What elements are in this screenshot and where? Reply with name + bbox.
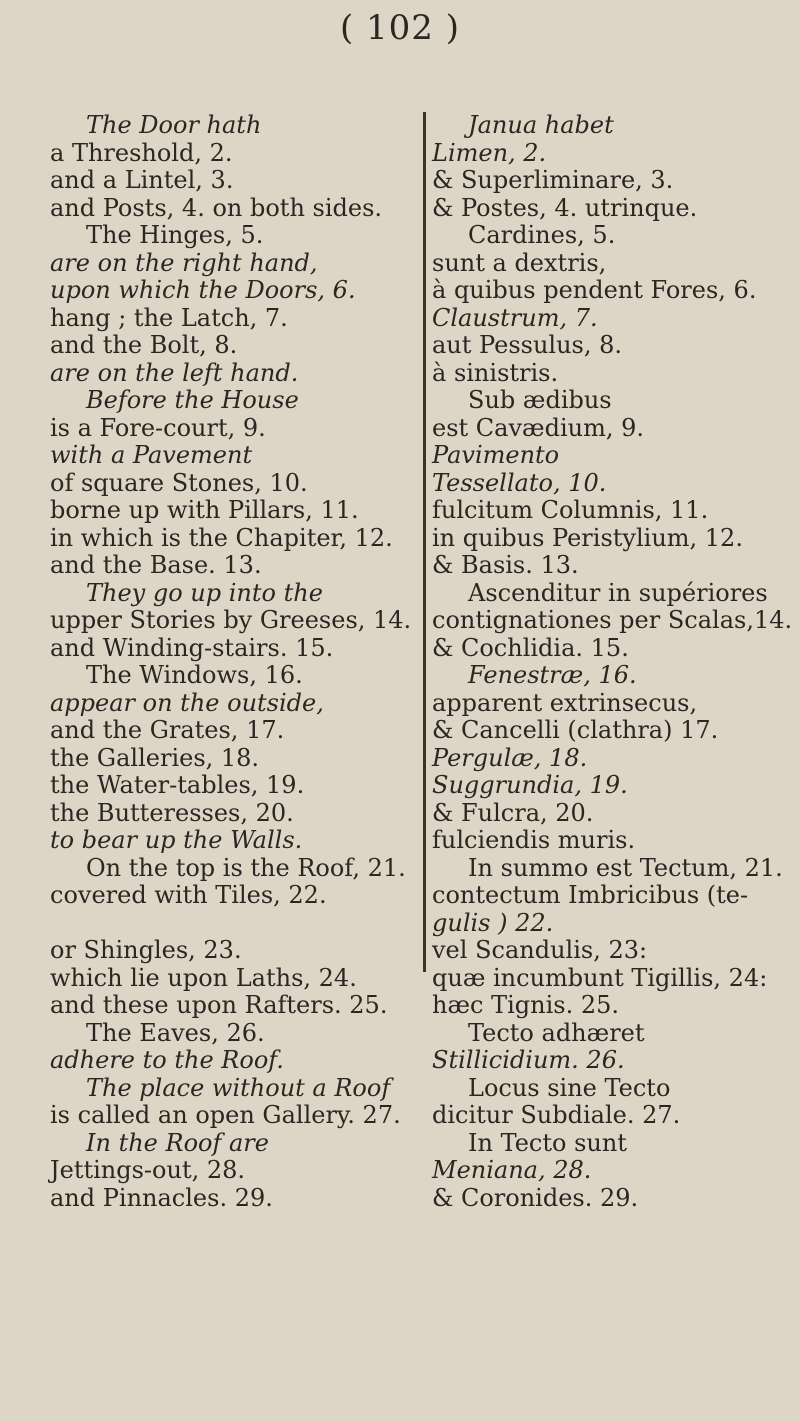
latin-line: Cardines, 5. [468,221,616,249]
latin-line: apparent extrinsecus, [432,688,698,717]
latin-line: Tessellato, 10. [432,468,607,497]
latin-line: dicitur Subdiale. 27. [432,1101,681,1129]
latin-line: vel Scandulis, 23: [432,936,648,964]
english-line: and Winding-stairs. 15. [50,633,334,662]
english-line [50,910,420,938]
english-line: a Threshold, 2. [50,138,233,167]
latin-line: Ascenditur in supériores [468,578,768,607]
latin-line: Pavimento [432,441,560,469]
latin-line: à quibus pendent Fores, 6. [432,276,757,304]
english-line: in which is the Chapiter, 12. [50,523,393,552]
latin-line: & Superliminare, 3. [432,166,674,194]
latin-line: Claustrum, 7. [432,303,598,332]
latin-line: Locus sine Tecto [468,1073,671,1102]
english-line: to bear up the Walls. [50,826,303,854]
english-line: upon which the Doors, 6. [50,276,356,304]
latin-line: Meniana, 28. [432,1156,592,1184]
english-line: and the Base. 13. [50,551,262,579]
latin-line: & Fulcra, 20. [432,798,594,827]
english-line: and Pinnacles. 29. [50,1183,273,1212]
latin-line: sunt a dextris, [432,248,607,277]
english-line: or Shingles, 23. [50,936,242,964]
latin-line: In summo est Tectum, 21. [468,853,783,882]
latin-line: in quibus Peristylium, 12. [432,523,743,552]
latin-line: Stillicidium. 26. [432,1046,625,1074]
english-line: On the top is the Roof, 21. [86,853,406,882]
english-line: The Hinges, 5. [86,221,264,249]
latin-line: à sinistris. [432,358,559,387]
english-line: are on the right hand, [50,248,318,277]
english-line: and the Bolt, 8. [50,331,238,359]
english-line: Before the House [86,386,299,414]
english-line: is a Fore-court, 9. [50,413,266,442]
english-line: Jettings-out, 28. [50,1156,246,1184]
english-line: hang ; the Latch, 7. [50,303,288,332]
latin-line: hæc Tignis. 25. [432,991,620,1019]
english-line: the Butteresses, 20. [50,798,294,827]
latin-line: In Tecto sunt [468,1128,627,1157]
english-line: and the Grates, 17. [50,716,285,744]
english-line: the Galleries, 18. [50,743,260,772]
latin-line: Tecto adhæret [468,1018,645,1047]
latin-line: & Cancelli (clathra) 17. [432,716,719,744]
latin-line: Pergulæ, 18. [432,743,588,772]
english-line: In the Roof are [86,1128,269,1157]
english-line: the Water-tables, 19. [50,771,305,799]
english-line: The Windows, 16. [86,661,303,689]
latin-line: fulcitum Columnis, 11. [432,496,709,524]
latin-line: aut Pessulus, 8. [432,331,623,359]
english-line: of square Stones, 10. [50,468,308,497]
latin-line: quæ incumbunt Tigillis, 24: [432,963,768,992]
english-line: The place without a Roof [86,1073,391,1102]
english-line: and a Lintel, 3. [50,166,234,194]
latin-line: & Cochlidia. 15. [432,633,629,662]
english-line: The Door hath [86,111,262,139]
latin-line: est Cavædium, 9. [432,413,644,442]
latin-line: Fenestræ, 16. [468,661,637,689]
latin-line: Janua habet [468,111,614,139]
english-line: and these upon Rafters. 25. [50,991,388,1019]
latin-line: contectum Imbricibus (te- [432,881,749,909]
english-line: The Eaves, 26. [86,1018,265,1047]
latin-line: Limen, 2. [432,138,547,167]
latin-column [423,111,800,1212]
english-line: are on the left hand. [50,358,299,387]
latin-line: contignationes per Scalas,14. [432,606,793,634]
english-line: appear on the outside, [50,688,324,717]
latin-line: gulis ) 22. [432,908,554,937]
english-line: is called an open Gallery. 27. [50,1101,401,1129]
english-line: which lie upon Laths, 24. [50,963,357,992]
english-line: adhere to the Roof. [50,1046,284,1074]
english-line: borne up with Pillars, 11. [50,496,359,524]
english-line: upper Stories by Greeses, 14. [50,606,412,634]
latin-line: & Basis. 13. [432,551,579,579]
latin-line: fulciendis muris. [432,826,636,854]
english-line: covered with Tiles, 22. [50,881,327,909]
latin-line: & Coronides. 29. [432,1183,639,1212]
english-column [50,112,420,1212]
latin-line: Suggrundia, 19. [432,771,628,799]
english-line: They go up into the [86,578,323,607]
english-line: and Posts, 4. on both sides. [50,193,383,222]
english-line: with a Pavement [50,441,253,469]
page-number: ( 102 ) [339,8,461,48]
latin-line: Sub ædibus [468,386,612,414]
latin-line: & Postes, 4. utrinque. [432,193,698,222]
